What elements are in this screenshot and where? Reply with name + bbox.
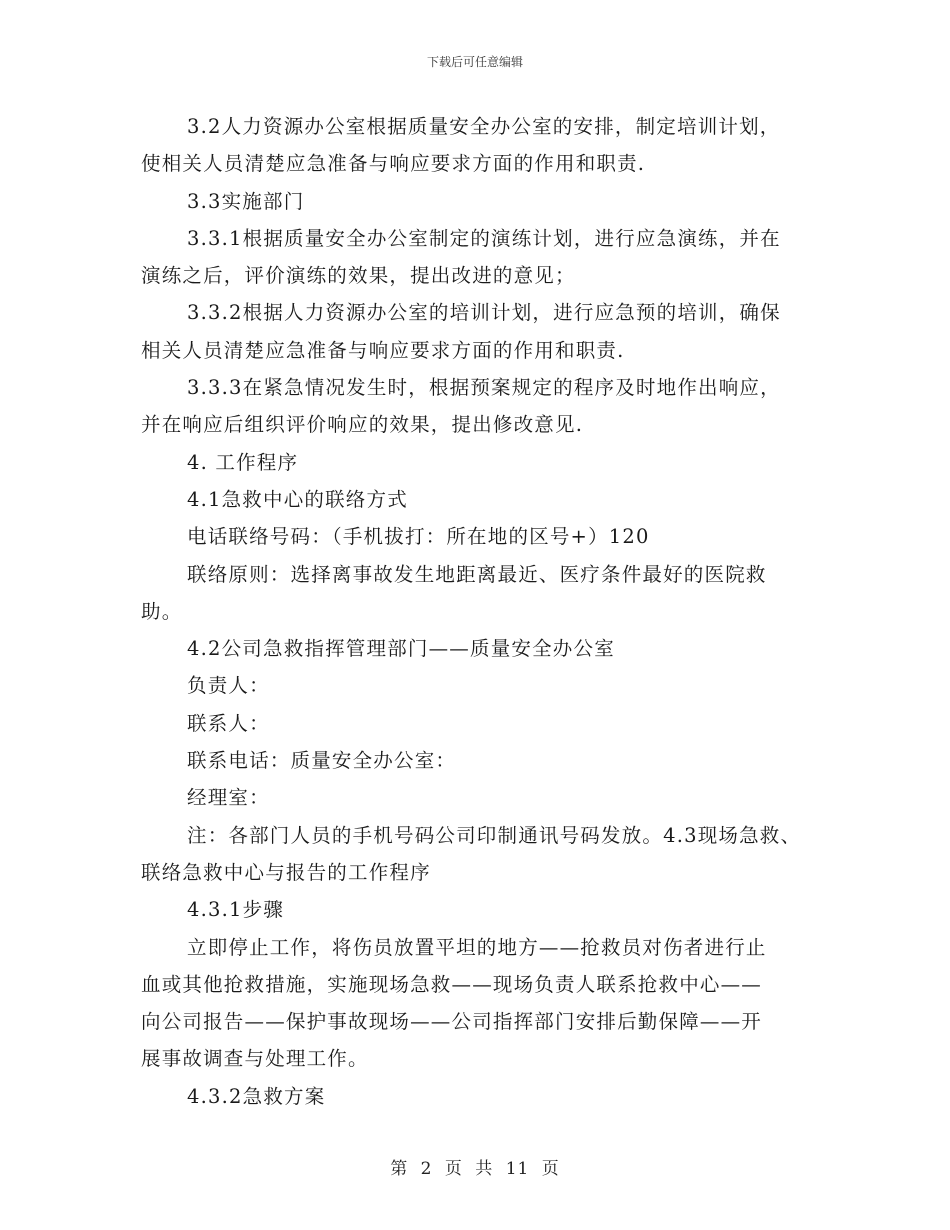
page-footer: [0, 1154, 950, 1179]
body-line: 向公司报告——保护事故现场——公司指挥部门安排后勤保障——开: [141, 1010, 763, 1034]
body-line: 助。: [141, 599, 183, 623]
subsection-heading: 4.2公司急救指挥管理部门——质量安全办公室: [187, 637, 615, 661]
footer-total-pages: 11: [505, 1159, 530, 1179]
body-line: 电话联络号码：（手机拔打：所在地的区号+）120: [187, 525, 650, 549]
subsection-heading: 4.3.2急救方案: [187, 1084, 326, 1108]
body-line: 3.3.3在紧急情况发生时，根据预案规定的程序及时地作出响应，: [187, 376, 781, 400]
document-body: [141, 112, 821, 1119]
subsection-heading: 4.3.1步骤: [187, 898, 285, 922]
footer-total-word: 共: [475, 1159, 494, 1179]
body-line: 立即停止工作，将伤员放置平坦的地方——抢救员对伤者进行止: [187, 935, 767, 959]
section-heading: 4. 工作程序: [187, 450, 299, 474]
body-line: 演练之后，评价演练的效果，提出改进的意见；: [141, 264, 576, 288]
body-line: 相关人员清楚应急准备与响应要求方面的作用和职责.: [141, 338, 625, 362]
body-line: 3.3实施部门: [187, 189, 305, 213]
body-line: 3.3.1根据质量安全办公室制定的演练计划，进行应急演练，并在: [187, 226, 781, 250]
page-header: 下载后可任意编辑: [426, 55, 523, 69]
body-line: 使相关人员清楚应急准备与响应要求方面的作用和职责.: [141, 152, 646, 176]
body-line: 血或其他抢救措施，实施现场急救——现场负责人联系抢救中心——: [141, 972, 763, 996]
footer-current-page: 2: [420, 1159, 433, 1179]
field-label: 联系人：: [187, 711, 270, 735]
body-line: 注：各部门人员的手机号码公司印制通讯号码发放。4.3现场急救、: [187, 823, 802, 847]
body-line: 3.3.2根据人力资源办公室的培训计划，进行应急预的培训，确保: [187, 301, 781, 325]
footer-prefix: 第: [390, 1159, 409, 1179]
field-label: 联系电话：质量安全办公室：: [187, 749, 457, 773]
subsection-heading: 4.1急救中心的联络方式: [187, 487, 408, 511]
body-line: 联络原则：选择离事故发生地距离最近、医疗条件最好的医院救: [187, 562, 767, 586]
body-line: 展事故调查与处理工作。: [141, 1047, 369, 1071]
field-label: 经理室：: [187, 786, 270, 810]
footer-page-word: 页: [444, 1159, 463, 1179]
body-line: 3.2人力资源办公室根据质量安全办公室的安排，制定培训计划，: [187, 115, 781, 138]
field-label: 负责人：: [187, 674, 270, 698]
footer-suffix: 页: [541, 1159, 560, 1179]
body-line: 并在响应后组织评价响应的效果，提出修改意见.: [141, 413, 584, 437]
body-line: 联络急救中心与报告的工作程序: [141, 860, 431, 884]
